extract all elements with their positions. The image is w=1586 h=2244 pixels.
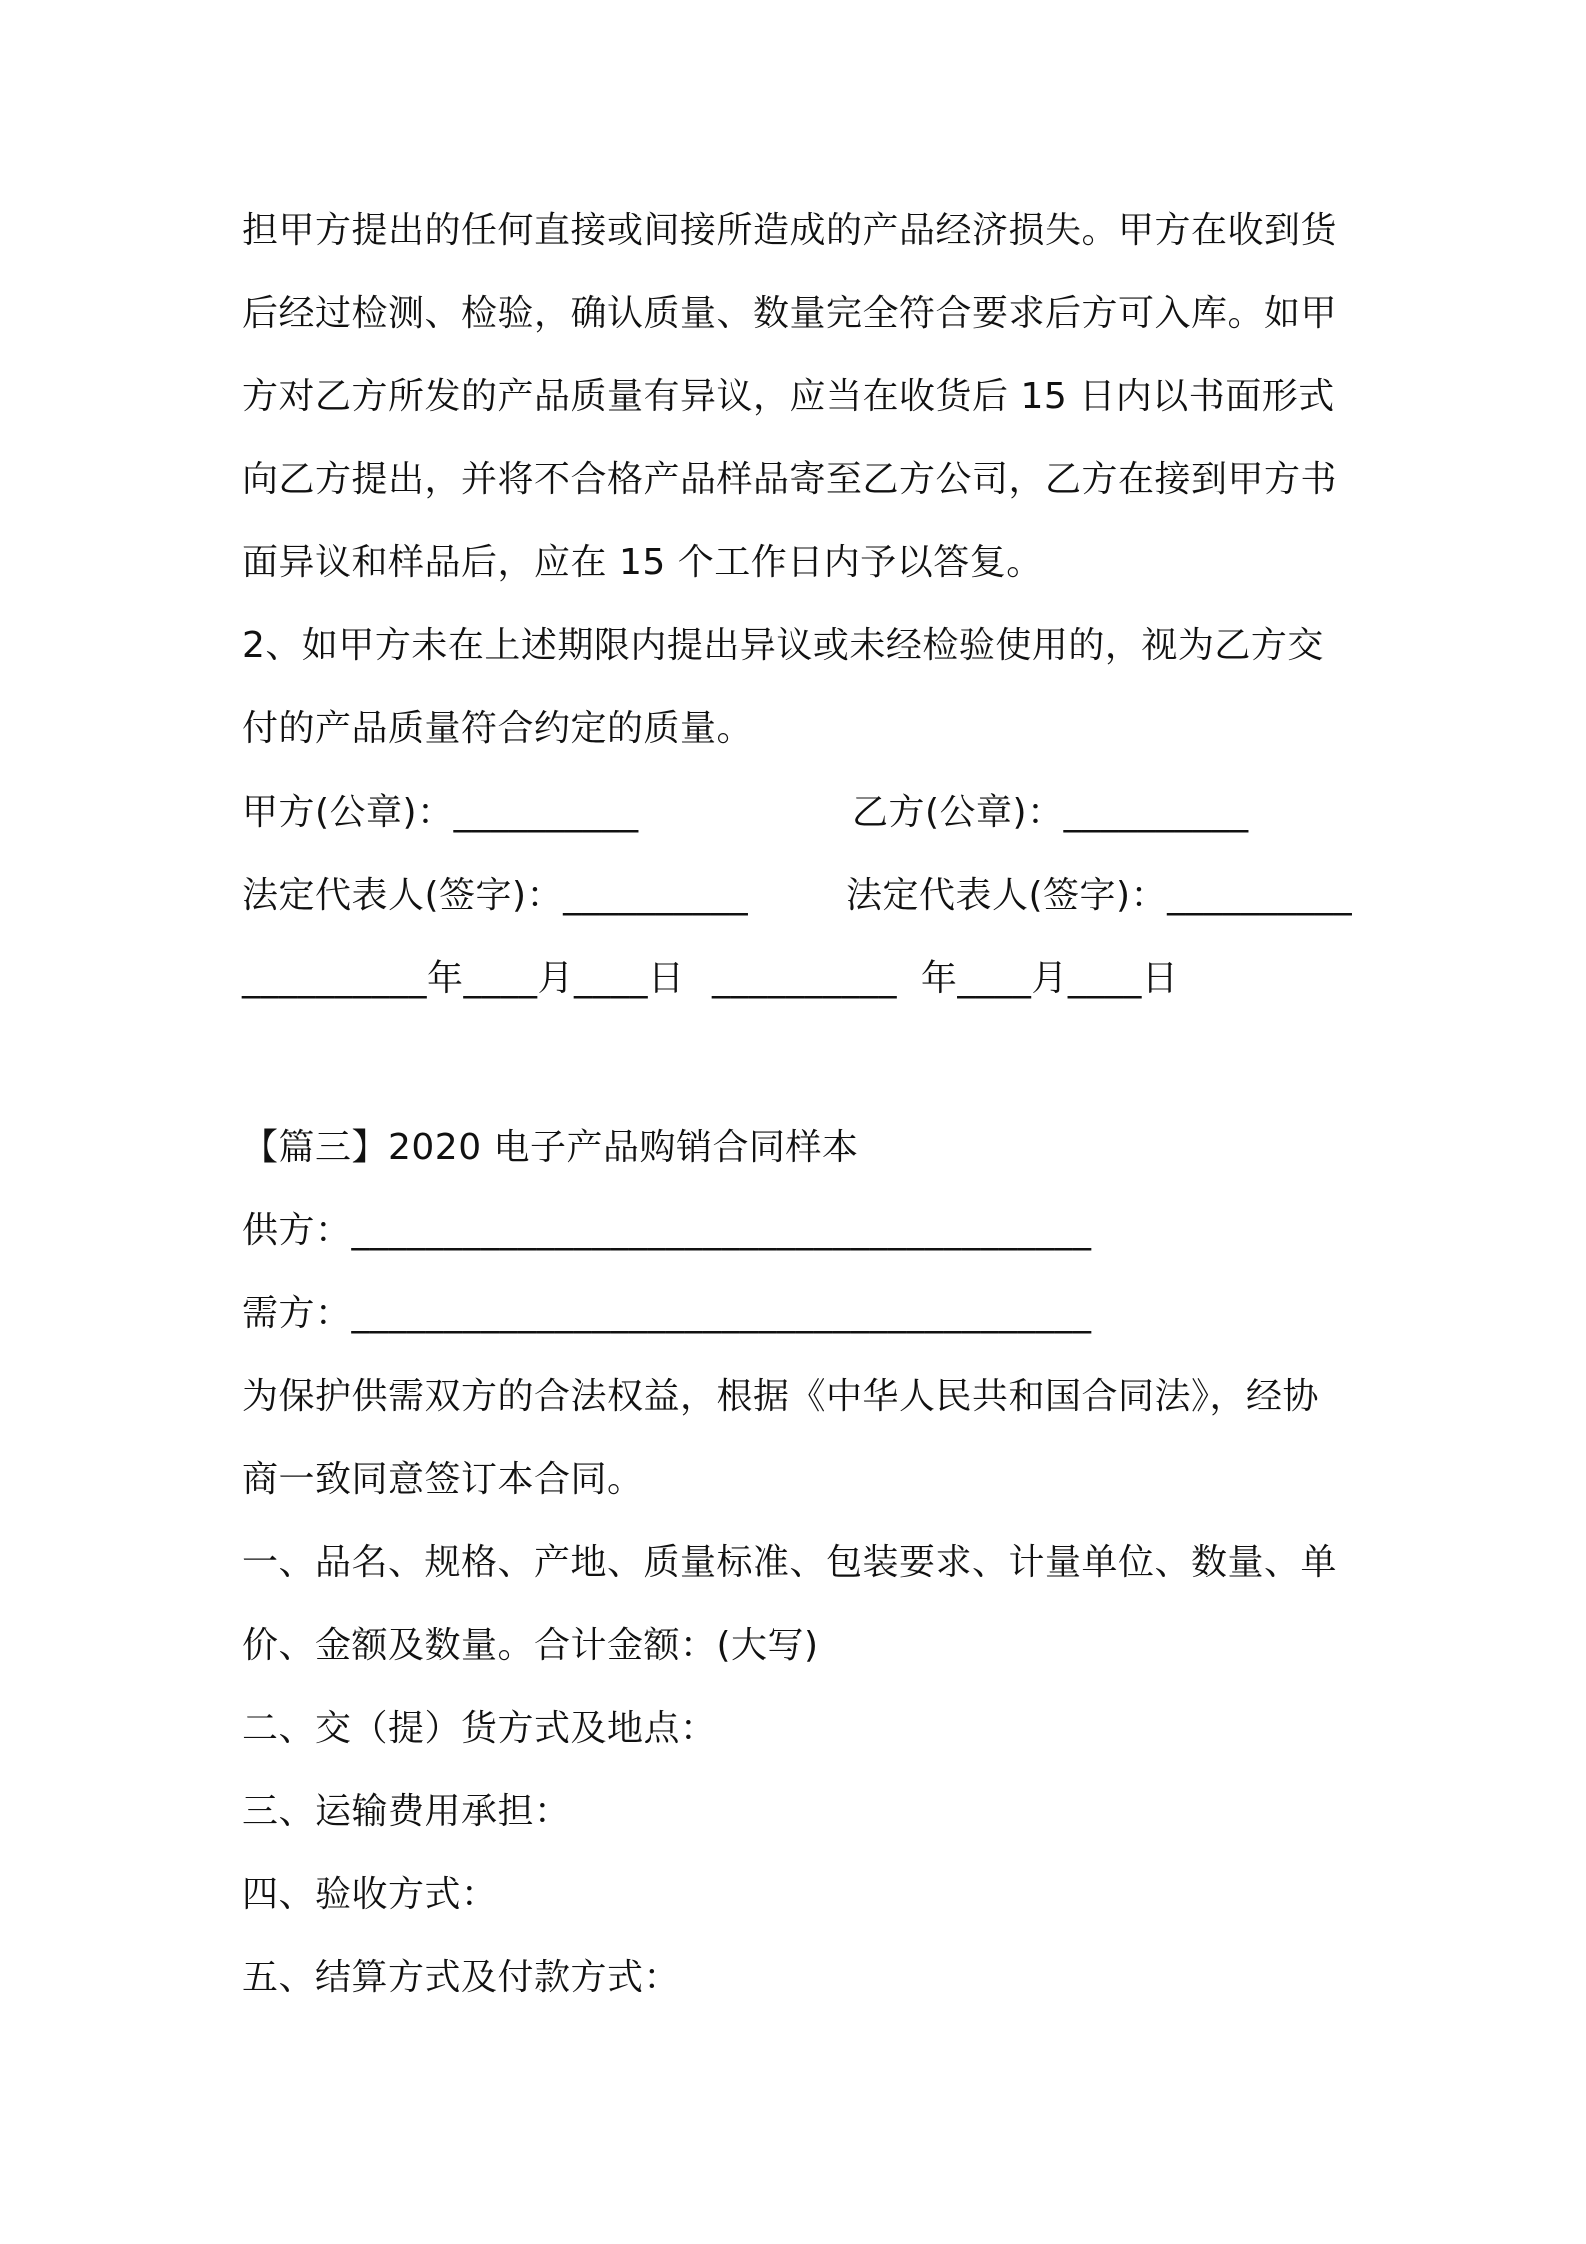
paragraph-line: 面异议和样品后，应在 15 个工作日内予以答复。 — [242, 542, 1043, 583]
clause-line: 付的产品质量符合约定的质量。 — [242, 708, 754, 749]
intro-line: 为保护供需双方的合法权益，根据《中华人民共和国合同法》，经协 — [242, 1376, 1320, 1417]
party-b-representative: 法定代表人(签字)：__________ — [846, 875, 1353, 916]
paragraph-line: 后经过检测、检验，确认质量、数量完全符合要求后方可入库。如甲 — [242, 293, 1338, 334]
clause-one-line: 一、品名、规格、产地、质量标准、包装要求、计量单位、数量、单 — [242, 1542, 1338, 1583]
buyer-field: 需方：________________________________________ — [242, 1293, 1092, 1334]
clause-three: 三、运输费用承担： — [242, 1791, 571, 1832]
party-a-date: __________年____月____日 — [242, 958, 685, 999]
party-b-seal: 乙方(公章)：__________ — [852, 792, 1249, 833]
party-a-seal: 甲方(公章)：__________ — [242, 792, 639, 833]
intro-line: 商一致同意签订本合同。 — [242, 1459, 644, 1500]
clause-line: 2、如甲方未在上述期限内提出异议或未经检验使用的，视为乙方交 — [242, 625, 1324, 666]
party-a-representative: 法定代表人(签字)：__________ — [242, 875, 749, 916]
section-title: 【篇三】2020 电子产品购销合同样本 — [242, 1127, 859, 1168]
paragraph-line: 担甲方提出的任何直接或间接所造成的产品经济损失。甲方在收到货 — [242, 210, 1338, 251]
paragraph-line: 向乙方提出，并将不合格产品样品寄至乙方公司，乙方在接到甲方书 — [242, 459, 1338, 500]
clause-two: 二、交（提）货方式及地点： — [242, 1708, 717, 1749]
paragraph-line: 方对乙方所发的产品质量有异议，应当在收货后 15 日内以书面形式 — [242, 376, 1335, 417]
supplier-field: 供方：________________________________________ — [242, 1210, 1092, 1251]
party-b-date: __________ 年____月____日 — [712, 958, 1179, 999]
clause-one-line: 价、金额及数量。合计金额：(大写) — [242, 1625, 819, 1666]
clause-five: 五、结算方式及付款方式： — [242, 1957, 681, 1998]
clause-four: 四、验收方式： — [242, 1874, 498, 1915]
